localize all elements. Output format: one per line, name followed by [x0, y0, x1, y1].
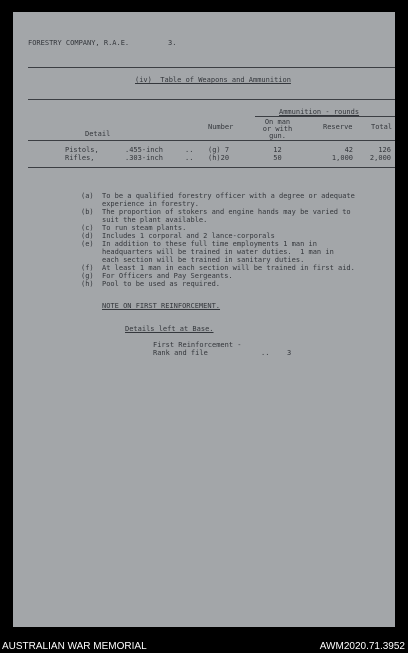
reinforcement-line-2: Rank and file	[153, 349, 208, 357]
note-key: (c)	[81, 224, 94, 232]
row-reserve: 42	[344, 146, 353, 154]
note-key: (b)	[81, 208, 94, 216]
column-header-on-man-3: gun.	[269, 132, 286, 140]
row-calibre: .303-inch	[125, 154, 163, 162]
document-header: FORESTRY COMPANY, R.A.E.	[28, 39, 130, 47]
note-text: To be a qualified forestry officer with a degree or adequate experience in forestry.	[102, 192, 355, 208]
footer-reference: AWM2020.71.3952	[319, 641, 405, 652]
column-header-number: Number	[208, 123, 234, 131]
reinforcement-subheading: Details left at Base.	[125, 325, 214, 333]
row-leader-dots: ..	[185, 146, 194, 154]
row-calibre: .455-inch	[125, 146, 163, 154]
column-header-detail: Detail	[85, 130, 111, 138]
row-leader-dots: ..	[185, 154, 194, 162]
row-total: 2,000	[369, 154, 391, 162]
note-text: In addition to these full time employments 1 man in headquarters will be trained in water duties. 1 man in each section will be trained in sanitary duties.	[102, 240, 334, 264]
row-total: 126	[378, 146, 391, 154]
document-page	[13, 12, 395, 627]
row-on-man: 50	[273, 154, 282, 162]
column-header-on-man-1: On man	[264, 118, 291, 126]
note-text: To run steam plants.	[102, 224, 187, 232]
note-key: (h)	[81, 280, 94, 288]
note-key: (a)	[81, 192, 94, 200]
table-top-rule	[28, 99, 395, 100]
footer-source: AUSTRALIAN WAR MEMORIAL	[2, 641, 147, 652]
note-key: (f)	[81, 264, 94, 272]
note-text: Includes 1 corporal and 2 lance-corporals	[102, 232, 275, 240]
reinforcement-value: 3	[287, 349, 292, 357]
reinforcement-heading: NOTE ON FIRST REINFORCEMENT.	[102, 302, 221, 310]
footer-caption	[0, 637, 408, 653]
note-key: (e)	[81, 240, 94, 248]
note-text: Pool to be used as required.	[102, 280, 221, 288]
table-header-rule	[28, 140, 395, 141]
row-detail: Pistols,	[65, 146, 99, 154]
column-header-reserve: Reserve	[323, 123, 353, 131]
reinforcement-leader-dots: ..	[261, 349, 270, 357]
row-on-man: 12	[273, 146, 282, 154]
row-detail: Rifles,	[65, 154, 95, 162]
table-bottom-rule	[28, 167, 395, 168]
top-rule	[28, 67, 395, 68]
page-number: 3.	[168, 39, 177, 47]
reinforcement-line-1: First Reinforcement -	[153, 341, 242, 349]
section-title: (iv) Table of Weapons and Ammunition	[135, 76, 291, 84]
column-header-total: Total	[371, 123, 393, 131]
note-text: At least 1 man in each section will be trained in first aid.	[102, 264, 355, 272]
row-number: (h)20	[208, 154, 230, 162]
note-key: (d)	[81, 232, 94, 240]
note-key: (g)	[81, 272, 94, 280]
row-reserve: 1,000	[331, 154, 353, 162]
row-number: (g) 7	[208, 146, 230, 154]
ammunition-group-rule	[255, 116, 395, 117]
note-text: The proportion of stokers and engine hands may be varied to suit the plant available.	[102, 208, 351, 224]
column-header-on-man-2: or with	[262, 125, 293, 133]
ammunition-group-header: Ammunition - rounds	[279, 108, 360, 116]
note-text: For Officers and Pay Sergeants.	[102, 272, 233, 280]
